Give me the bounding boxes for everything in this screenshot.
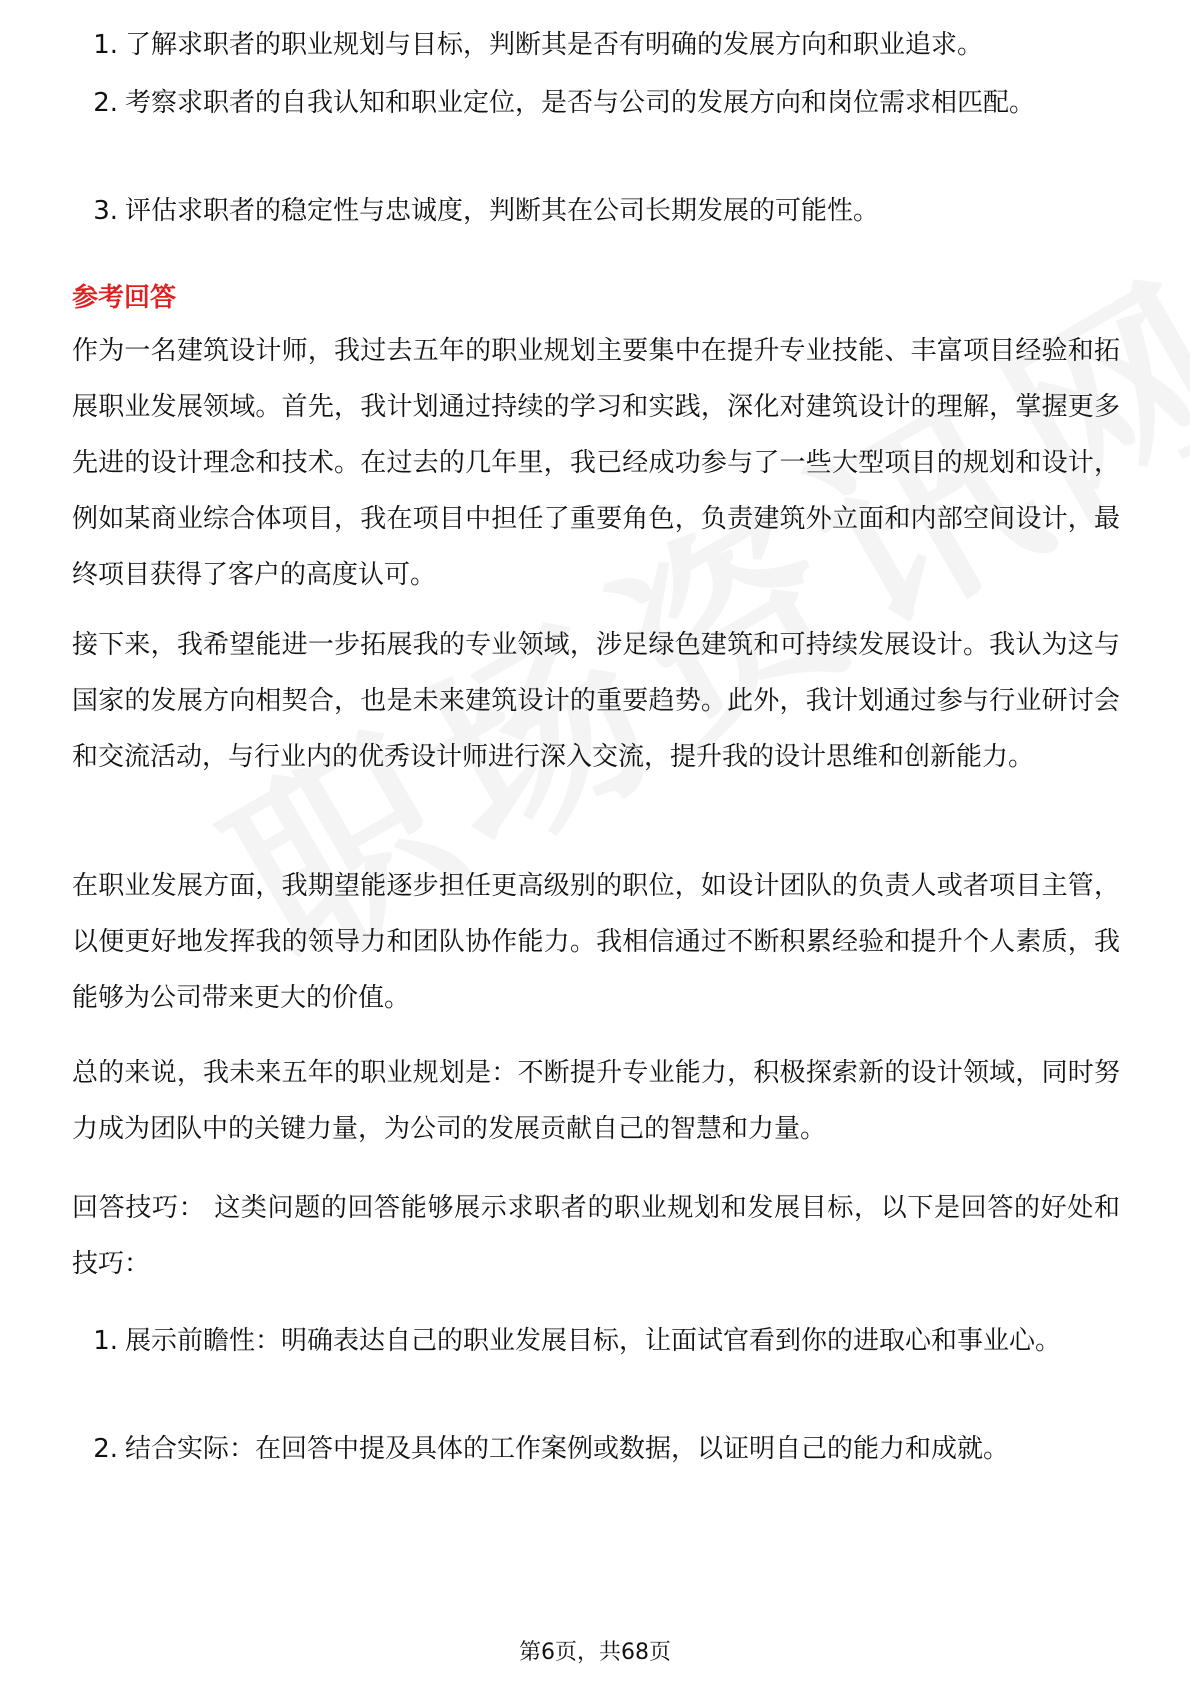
list-number: 2.	[93, 1434, 118, 1464]
answer-paragraph: 接下来，我希望能进一步拓展我的专业领域，涉足绿色建筑和可持续发展设计。我认为这与国家的发展方向相契合，也是未来建筑设计的重要趋势。此外，我计划通过参与行业研讨会和交流活动，与行业内的优秀设计师进行深入交流，提升我的设计思维和创新能力。	[72, 630, 1120, 772]
page-number: 第6页，共68页	[519, 1640, 671, 1665]
list-text: 考察求职者的自我认知和职业定位，是否与公司的发展方向和岗位需求相匹配。	[125, 88, 1036, 118]
list-number: 3.	[93, 196, 118, 226]
list-text: 了解求职者的职业规划与目标，判断其是否有明确的发展方向和职业追求。	[125, 30, 984, 60]
list-number: 1.	[93, 30, 118, 60]
list-text: 结合实际：在回答中提及具体的工作案例或数据，以证明自己的能力和成就。	[125, 1434, 1010, 1464]
answer-paragraph: 总的来说，我未来五年的职业规划是：不断提升专业能力，积极探索新的设计领域，同时努力成为团队中的关键力量，为公司的发展贡献自己的智慧和力量。	[72, 1058, 1120, 1144]
section-heading: 参考回答	[72, 283, 177, 313]
tips-intro: 回答技巧： 这类问题的回答能够展示求职者的职业规划和发展目标，以下是回答的好处和技巧：	[72, 1193, 1120, 1279]
answer-paragraph: 在职业发展方面，我期望能逐步担任更高级别的职位，如设计团队的负责人或者项目主管，以便更好地发挥我的领导力和团队协作能力。我相信通过不断积累经验和提升个人素质，我能够为公司带来更大的价值。	[72, 871, 1120, 1013]
list-number: 2.	[93, 88, 118, 118]
list-text: 展示前瞻性：明确表达自己的职业发展目标，让面试官看到你的进取心和事业心。	[125, 1326, 1062, 1356]
answer-paragraph: 作为一名建筑设计师，我过去五年的职业规划主要集中在提升专业技能、丰富项目经验和拓展职业发展领域。首先，我计划通过持续的学习和实践，深化对建筑设计的理解，掌握更多先进的设计理念和技术。在过去的几年里，我已经成功参与了一些大型项目的规划和设计，例如某商业综合体项目，我在项目中担任了重要角色，负责建筑外立面和内部空间设计，最终项目获得了客户的高度认可。	[72, 336, 1120, 590]
list-text: 评估求职者的稳定性与忠诚度，判断其在公司长期发展的可能性。	[125, 196, 880, 226]
list-number: 1.	[93, 1326, 118, 1356]
